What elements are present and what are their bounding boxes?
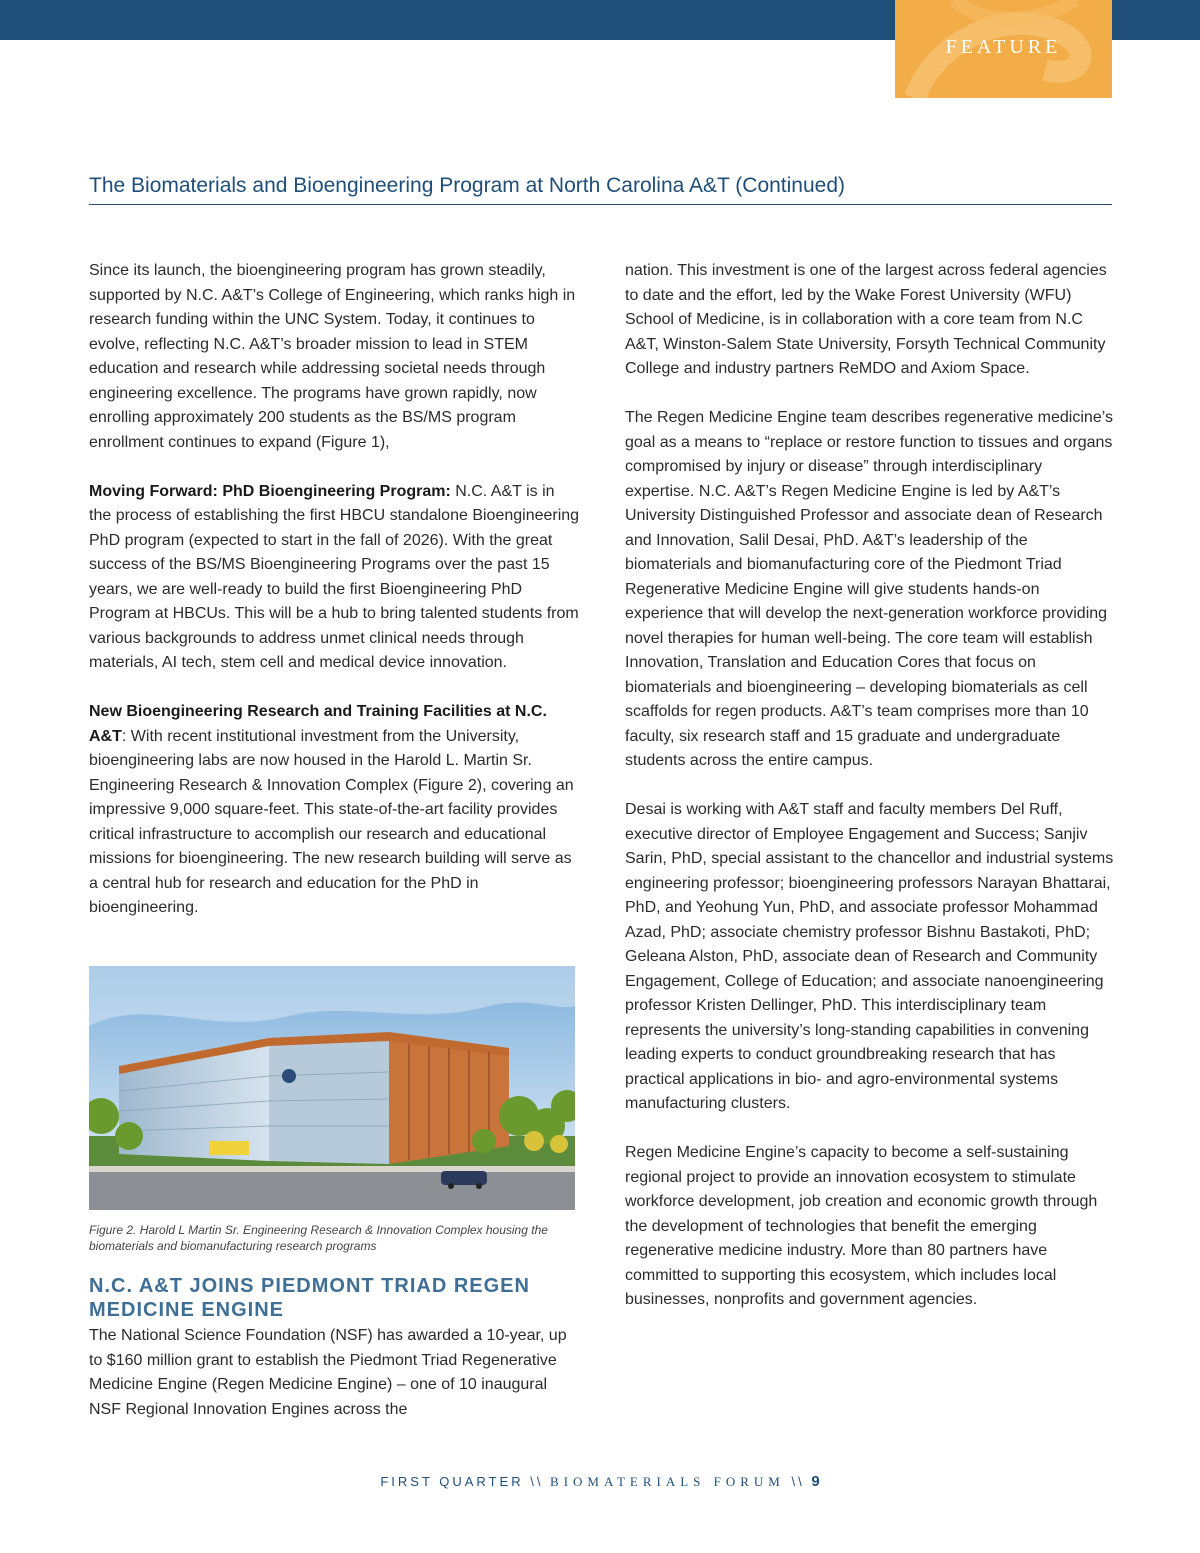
paragraph: Regen Medicine Engine’s capacity to become a self-sustaining regional project to provide an innovation ecosystem to stimulate workforce development, job creation and economic growth through the development of technologies that benefit the emerging regenerative medicine industry. More than 80 partners have committed to supporting this ecosystem, which includes local businesses, nonprofits and government agencies. xyxy=(625,1144,1098,1308)
section-heading: N.C. A&T JOINS PIEDMONT TRIAD REGEN MEDICINE ENGINE xyxy=(89,1275,530,1321)
footer-separator: \\ xyxy=(523,1474,551,1489)
page-footer xyxy=(0,1473,1200,1490)
paragraph-lead: New Bioengineering Research and Training Facilities at N.C. A&T xyxy=(89,703,547,745)
paragraph xyxy=(89,700,581,921)
paragraph-lead: Moving Forward: PhD Bioengineering Program: xyxy=(89,482,451,500)
building-photo xyxy=(89,966,575,1210)
paragraph-body: N.C. A&T is in the process of establishing the first HBCU standalone Bioengineering PhD program (expected to start in the fall of 2026). With the great success of the BS/MS Bioengineering Programs over the past 15 years, we are well-ready to build the first Bioengineering PhD Program at HBCUs. This will be a hub to bring talented students from various backgrounds to address unmet clinical needs through materials, AI tech, stem cell and medical device innovation. xyxy=(89,482,580,671)
feature-tab xyxy=(895,0,1112,98)
paragraph-body: : With recent institutional investment from the University, bioengineering labs are now housed in the Harold L. Martin Sr. Engineering Research & Innovation Complex (Figure 2), covering an impressive 9,000 square-feet. This state-of-the-art facility provides critical infrastructure to accomplish our research and educational missions for bioengineering. The new research building will serve as a central hub for research and education for the PhD in bioengineering. xyxy=(89,727,574,916)
page-title: The Biomaterials and Bioengineering Program at North Carolina A&T (Continued) xyxy=(89,174,1112,205)
paragraph: Since its launch, the bioengineering program has grown steadily, supported by N.C. A&T’s College of Engineering, which ranks high in research funding within the UNC System. Today, it continues to evolve, reflecting N.C. A&T’s broader mission to lead in STEM education and research while addressing societal needs through engineering excellence. The programs have grown rapidly, now enrolling approximately 200 students as the BS/MS program enrollment continues to expand (Figure 1), xyxy=(89,262,576,451)
figure-caption: Figure 2. Harold L Martin Sr. Engineering Research & Innovation Complex housing the biomaterials and biomanufacturing research programs xyxy=(89,1223,548,1253)
footer-separator: \\ xyxy=(784,1474,812,1489)
left-column xyxy=(89,259,581,945)
footer-quarter: FIRST QUARTER xyxy=(380,1474,524,1489)
paragraph: The National Science Foundation (NSF) has awarded a 10-year, up to $160 million grant to establish the Piedmont Triad Regenerative Medicine Engine (Regen Medicine Engine) – one of 10 inaugural NSF Regional Innovation Engines across the xyxy=(89,1327,567,1418)
footer-publication: BIOMATERIALS FORUM xyxy=(550,1474,785,1489)
page-number: 9 xyxy=(811,1473,820,1490)
paragraph: The Regen Medicine Engine team describes regenerative medicine’s goal as a means to “replace or restore function to tissues and organs compromised by injury or disease” through interdisciplinary expertise. N.C. A&T’s Regen Medicine Engine is led by A&T’s University Distinguished Professor and associate dean of Research and Innovation, Salil Desai, PhD. A&T’s leadership of the biomaterials and biomanufacturing core of the Piedmont Triad Regenerative Medicine Engine will give students hands-on experience that will develop the next-generation workforce providing novel therapies for human well-being. The core team will establish Innovation, Translation and Education Cores that focus on biomaterials and bioengineering – developing biomaterials as cell scaffolds for regen products. A&T’s team comprises more than 10 faculty, six research staff and 15 graduate and undergraduate students across the entire campus. xyxy=(625,409,1113,769)
feature-label: FEATURE xyxy=(945,36,1062,58)
paragraph xyxy=(89,480,581,676)
paragraph: nation. This investment is one of the largest across federal agencies to date and the effort, led by the Wake Forest University (WFU) School of Medicine, is in collaboration with a core team from N.C A&T, Winston-Salem State University, Forsyth Technical Community College and industry partners ReMDO and Axiom Space. xyxy=(625,262,1107,377)
building-illustration xyxy=(89,966,575,1210)
right-column xyxy=(625,259,1115,1337)
section-body xyxy=(89,1324,569,1447)
paragraph: Desai is working with A&T staff and faculty members Del Ruff, executive director of Employee Engagement and Success; Sanjiv Sarin, PhD, special assistant to the chancellor and industrial systems engineering professor; bioengineering professors Narayan Bhattarai, PhD, and Yeohung Yun, PhD, and associate professor Mohammad Azad, PhD; associate chemistry professor Bishnu Bastakoti, PhD; Geleana Alston, PhD, associate dean of Research and Community Engagement, College of Education; and associate nanoengineering professor Kristen Dellinger, PhD. This interdisciplinary team represents the university’s long-standing capabilities in convening leading experts to conduct groundbreaking research that has practical applications in bio- and agro-environmental systems manufacturing clusters. xyxy=(625,801,1114,1112)
